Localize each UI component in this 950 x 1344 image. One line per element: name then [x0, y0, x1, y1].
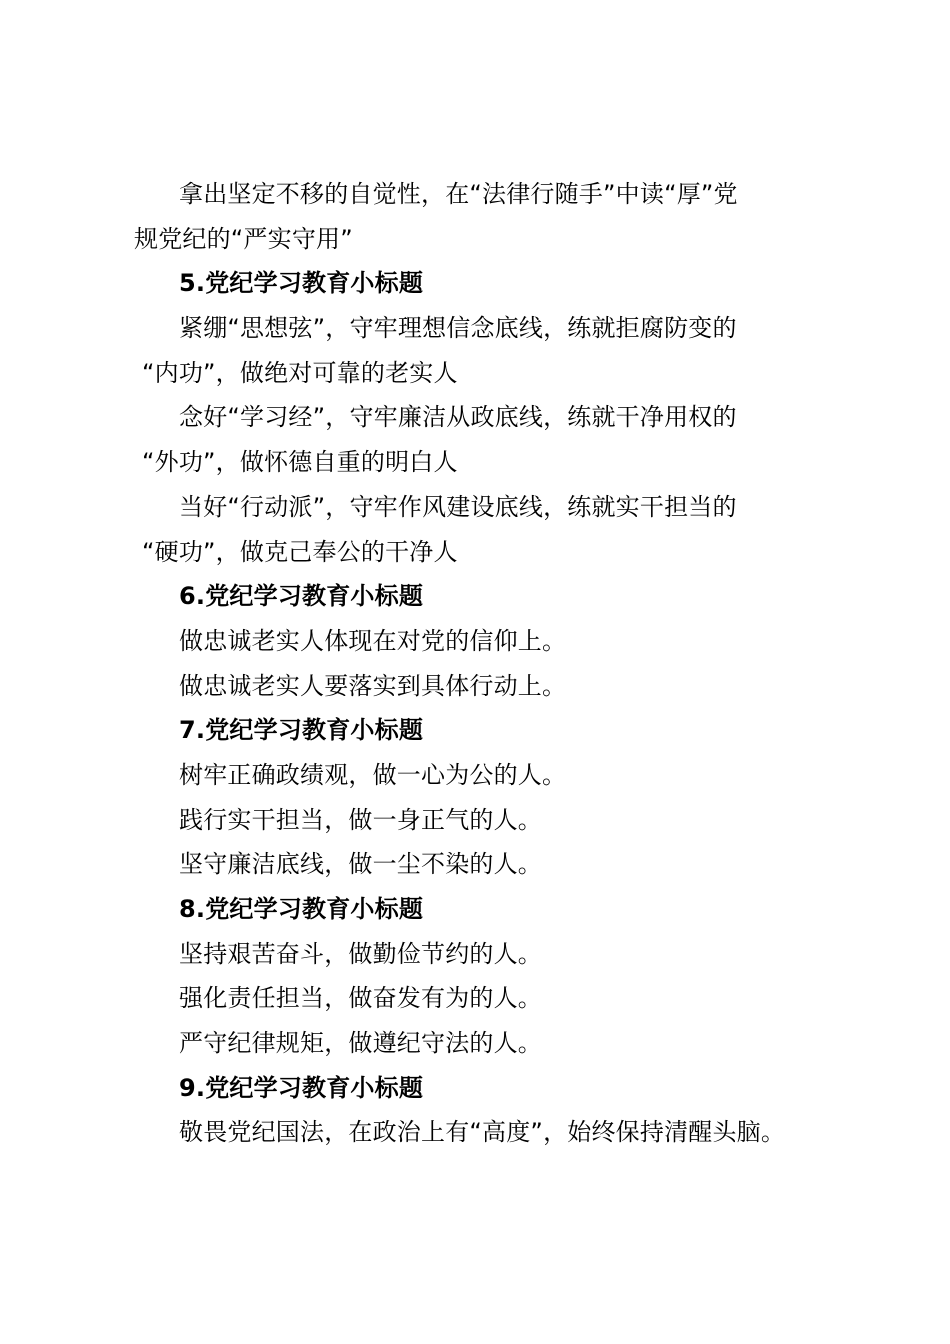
paragraph-line: 敬畏党纪国法，在政治上有“高度”，始终保持清醒头脑。	[179, 1118, 786, 1147]
section-heading: 7.党纪学习教育小标题	[179, 716, 424, 745]
paragraph-line: “外功”，做怀德自重的明白人	[142, 448, 458, 477]
paragraph-line: 坚守廉洁底线，做一尘不染的人。	[179, 850, 542, 879]
paragraph-line: 强化责任担当，做奋发有为的人。	[179, 984, 542, 1013]
section-heading: 6.党纪学习教育小标题	[179, 582, 424, 611]
section-heading: 9.党纪学习教育小标题	[179, 1073, 424, 1102]
paragraph-line: 当好“行动派”，守牢作风建设底线，练就实干担当的	[179, 492, 737, 521]
paragraph-line: 紧绷“思想弦”，守牢理想信念底线，练就拒腐防变的	[179, 314, 737, 343]
document-body	[134, 172, 834, 1155]
paragraph-line: “硬功”，做克己奉公的干净人	[142, 537, 458, 566]
section-heading: 5.党纪学习教育小标题	[179, 269, 424, 298]
paragraph-line: 践行实干担当，做一身正气的人。	[179, 805, 542, 834]
paragraph-line: 念好“学习经”，守牢廉洁从政底线，练就干净用权的	[179, 403, 737, 432]
paragraph-line: 树牢正确政绩观，做一心为公的人。	[179, 760, 567, 789]
paragraph-line: 做忠诚老实人体现在对党的信仰上。	[179, 626, 567, 655]
paragraph-line: 规党纪的“严实守用”	[134, 224, 353, 253]
paragraph-line: 坚持艰苦奋斗，做勤俭节约的人。	[179, 939, 542, 968]
paragraph-line: 拿出坚定不移的自觉性，在“法律行随手”中读“厚”党	[179, 180, 738, 208]
paragraph-line: 做忠诚老实人要落实到具体行动上。	[179, 671, 567, 700]
paragraph-line: 严守纪律规矩，做遵纪守法的人。	[179, 1029, 542, 1058]
paragraph-line: “内功”，做绝对可靠的老实人	[142, 358, 458, 387]
section-heading: 8.党纪学习教育小标题	[179, 895, 424, 923]
